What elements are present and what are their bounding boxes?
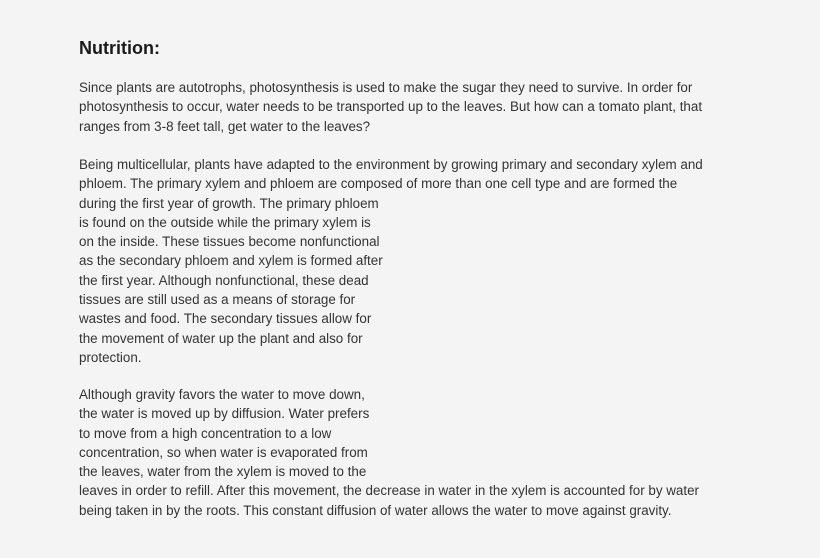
text-line: the first year. Although nonfunctional, these dead [79,272,369,288]
paragraph-diffusion [79,385,699,520]
text-line: being taken in by the roots. This constant diffusion of water allows the water to move against gravity. [79,502,672,518]
text-line: protection. [79,349,142,365]
text-line: concentration, so when water is evaporated from [79,444,368,460]
text-line: ranges from 3-8 feet tall, get water to the leaves? [79,118,371,134]
text-line: leaves in order to refill. After this movement, the decrease in water in the xylem is accounted for by water [79,483,699,499]
text-line: is found on the outside while the primary xylem is [79,214,371,230]
text-line: Since plants are autotrophs, photosynthesis is used to make the sugar they need to survive. In order for [79,80,693,95]
text-line: phloem. The primary xylem and phloem are composed of more than one cell type and are formed the [79,176,678,192]
text-line: photosynthesis to occur, water needs to be transported up to the leaves. But how can a tomato plant, that [79,99,703,115]
text-line: the movement of water up the plant and also for [79,330,363,346]
text-line: the leaves, water from the xylem is moved to the [79,464,367,480]
text-line: to move from a high concentration to a low [79,425,332,441]
text-line: tissues are still used as a means of storage for [79,292,356,308]
paragraph-intro [79,78,702,136]
text-line: wastes and food. The secondary tissues allow for [79,311,372,327]
text-line: on the inside. These tissues become nonfunctional [79,234,380,250]
text-line: during the first year of growth. The primary phloem [79,195,379,211]
text-line: Although gravity favors the water to move down, [79,387,365,402]
text-line: Being multicellular, plants have adapted to the environment by growing primary and secondary xylem and [79,157,703,172]
section-heading: Nutrition: [79,38,160,58]
paragraph-xylem-phloem [79,155,703,367]
text-line: as the secondary phloem and xylem is formed after [79,253,383,269]
text-line: the water is moved up by diffusion. Water prefers [79,406,370,422]
